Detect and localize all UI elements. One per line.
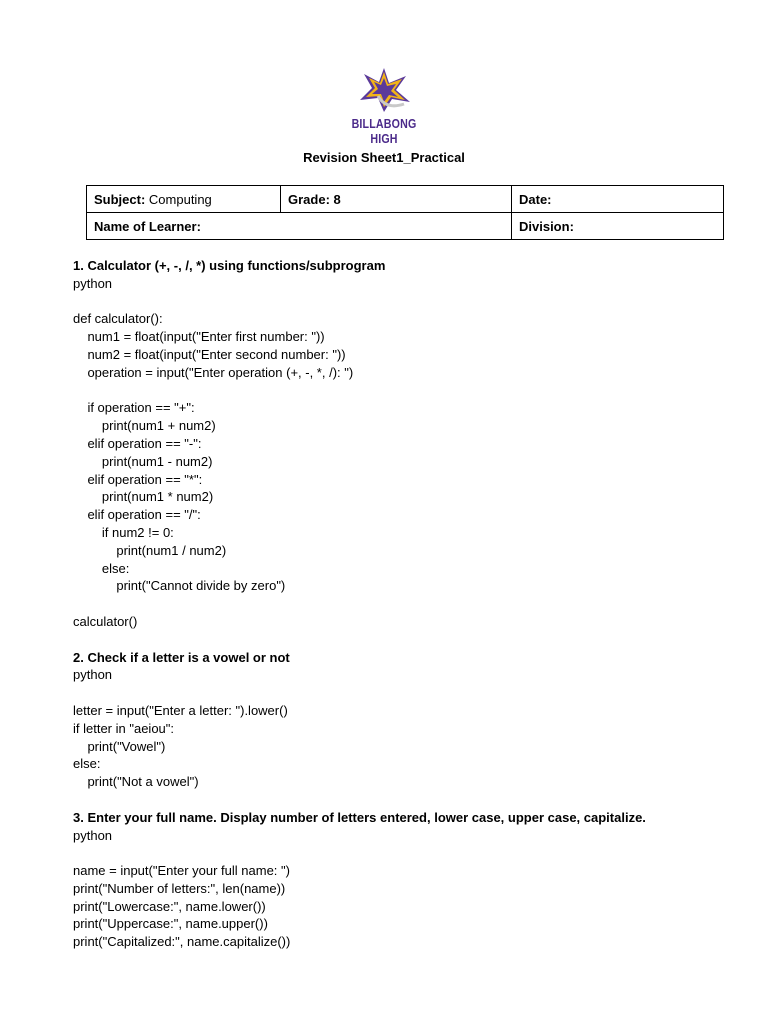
code-line: operation = input("Enter operation (+, -, *, /): "): [73, 364, 354, 380]
info-row: [87, 186, 724, 213]
school-logo: [336, 66, 432, 146]
division-cell: [512, 213, 724, 240]
code-line: print(num1 - num2): [73, 453, 213, 469]
code-line: if letter in "aeiou":: [73, 720, 175, 736]
code-line: [73, 382, 743, 400]
question-heading: 2. Check if a letter is a vowel or not: [73, 649, 290, 665]
code-line: [73, 293, 743, 311]
code-line: python: [73, 275, 113, 291]
subject-label: Subject:: [94, 191, 146, 207]
code-line: [73, 791, 743, 809]
learner-label: Name of Learner:: [94, 218, 201, 234]
code-line: print("Lowercase:", name.lower()): [73, 898, 266, 914]
info-row: [87, 213, 724, 240]
code-line: else:: [73, 560, 130, 576]
subject-value: Computing: [145, 191, 212, 207]
code-line: letter = input("Enter a letter: ").lower(): [73, 702, 288, 718]
question-heading: 3. Enter your full name. Display number of letters entered, lower case, upper case, capitalize.: [73, 809, 646, 825]
code-line: num1 = float(input("Enter first number: ")): [73, 329, 325, 345]
code-line: python: [73, 667, 113, 683]
code-line: print("Uppercase:", name.upper()): [73, 916, 268, 932]
code-line: [73, 684, 743, 702]
code-line: num2 = float(input("Enter second number: ")): [73, 346, 346, 362]
grade-cell: [281, 186, 512, 213]
code-line: [73, 631, 743, 649]
code-line: [73, 595, 743, 613]
question-heading: 1. Calculator (+, -, /, *) using functions/subprogram: [73, 258, 386, 273]
code-line: print("Cannot divide by zero"): [73, 578, 286, 594]
grade-label: Grade: 8: [288, 191, 341, 207]
subject-cell: [87, 186, 281, 213]
code-line: else:: [73, 756, 101, 772]
code-line: elif operation == "/":: [73, 507, 201, 523]
date-label: Date:: [519, 191, 552, 207]
code-line: name = input("Enter your full name: "): [73, 863, 290, 879]
code-line: print("Number of letters:", len(name)): [73, 880, 286, 896]
division-label: Division:: [519, 218, 574, 234]
code-line: calculator(): [73, 613, 138, 629]
code-line: elif operation == "*":: [73, 471, 203, 487]
page-title: Revision Sheet1_Practical: [303, 150, 465, 165]
code-line: [73, 844, 743, 862]
date-cell: [512, 186, 724, 213]
code-line: print("Not a vowel"): [73, 774, 199, 790]
code-line: print("Vowel"): [73, 738, 166, 754]
code-line: print(num1 + num2): [73, 418, 216, 434]
code-line: python: [73, 827, 113, 843]
star-logo-icon: [356, 66, 412, 114]
code-line: def calculator():: [73, 311, 163, 327]
code-line: print(num1 / num2): [73, 542, 227, 558]
code-line: if operation == "+":: [73, 400, 195, 416]
code-line: print(num1 * num2): [73, 489, 214, 505]
code-line: print("Capitalized:", name.capitalize()): [73, 934, 291, 950]
code-line: if num2 != 0:: [73, 524, 174, 540]
school-name: BILLABONG HIGH: [351, 116, 417, 146]
code-line: elif operation == "-":: [73, 435, 202, 451]
learner-cell: [87, 213, 512, 240]
info-table: [86, 185, 724, 240]
worksheet-content: [73, 257, 743, 951]
